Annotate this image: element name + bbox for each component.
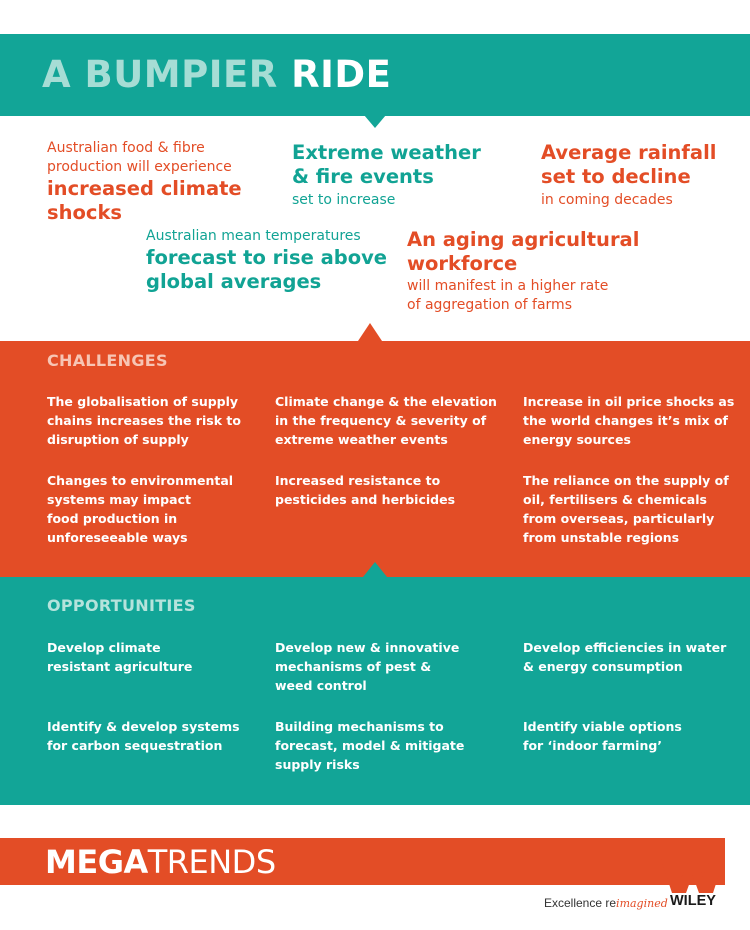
tagline: [544, 896, 668, 910]
fact-text: Australian food & fibre: [47, 140, 205, 156]
fact-extreme-weather: [292, 141, 481, 210]
fact-highlight: & fire events: [292, 165, 434, 188]
fact-text: Australian mean temperatures: [146, 228, 361, 244]
fact-highlight: An aging agricultural: [407, 228, 640, 251]
fact-climate-shocks: [47, 139, 242, 225]
challenges-title: CHALLENGES: [47, 351, 168, 370]
fact-text: will manifest in a higher rate: [407, 278, 609, 294]
fact-highlight: set to decline: [541, 165, 691, 188]
tagline-text: Excellence re: [544, 896, 617, 910]
fact-highlight: shocks: [47, 201, 123, 224]
fact-text: of aggregation of farms: [407, 297, 572, 313]
challenge-item: Changes to environmental systems may impact food production in unforeseeable ways: [47, 473, 234, 545]
header-pointer: [364, 115, 386, 128]
fact-text: production will experience: [47, 159, 232, 175]
title-light: A BUMPIER: [42, 53, 278, 96]
fact-highlight: Average rainfall: [541, 141, 717, 164]
fact-temperatures: [146, 227, 387, 294]
fact-highlight: increased climate: [47, 177, 242, 200]
fact-highlight: forecast to rise above: [146, 246, 388, 269]
wiley-brand: WILEY: [670, 893, 716, 909]
challenge-item: Increased resistance to pesticides and herbicides: [275, 473, 456, 507]
megatrends-logo: [45, 842, 276, 882]
fact-highlight: global averages: [146, 270, 322, 293]
fact-workforce: [407, 228, 639, 315]
megatrends-mega: MEGA: [45, 843, 148, 881]
challenge-item: The reliance on the supply of oil, fertilisers & chemicals from overseas, particularly from unstable regions: [523, 473, 729, 545]
opportunity-item: Develop climate resistant agriculture: [47, 640, 193, 674]
wiley-w-icon: [661, 859, 724, 893]
tagline-imagined: imagined: [616, 897, 668, 910]
opportunity-item: Identify & develop systems for carbon sequestration: [47, 719, 240, 753]
fact-rainfall: [541, 141, 716, 210]
challenge-item: Increase in oil price shocks as the world changes it’s mix of energy sources: [523, 394, 735, 447]
challenges-pointer: [358, 323, 382, 341]
title-bold: RIDE: [291, 53, 392, 96]
fact-highlight: workforce: [407, 252, 518, 275]
opportunity-item: Identify viable options for ‘indoor farming’: [523, 719, 682, 753]
megatrends-trends: TRENDS: [147, 843, 276, 881]
opportunity-item: Develop new & innovative mechanisms of pest & weed control: [275, 640, 460, 693]
fact-highlight: Extreme weather: [292, 141, 481, 164]
page-title: [42, 52, 391, 98]
challenge-item: The globalisation of supply chains increases the risk to disruption of supply: [47, 394, 241, 447]
opportunities-pointer: [363, 562, 387, 577]
opportunities-title: OPPORTUNITIES: [47, 596, 196, 615]
opportunity-item: Building mechanisms to forecast, model & mitigate supply risks: [275, 719, 465, 772]
fact-text: set to increase: [292, 192, 396, 208]
challenge-item: Climate change & the elevation in the frequency & severity of extreme weather events: [275, 394, 497, 447]
fact-text: in coming decades: [541, 192, 673, 208]
opportunity-item: Develop efficiencies in water & energy consumption: [523, 640, 727, 674]
